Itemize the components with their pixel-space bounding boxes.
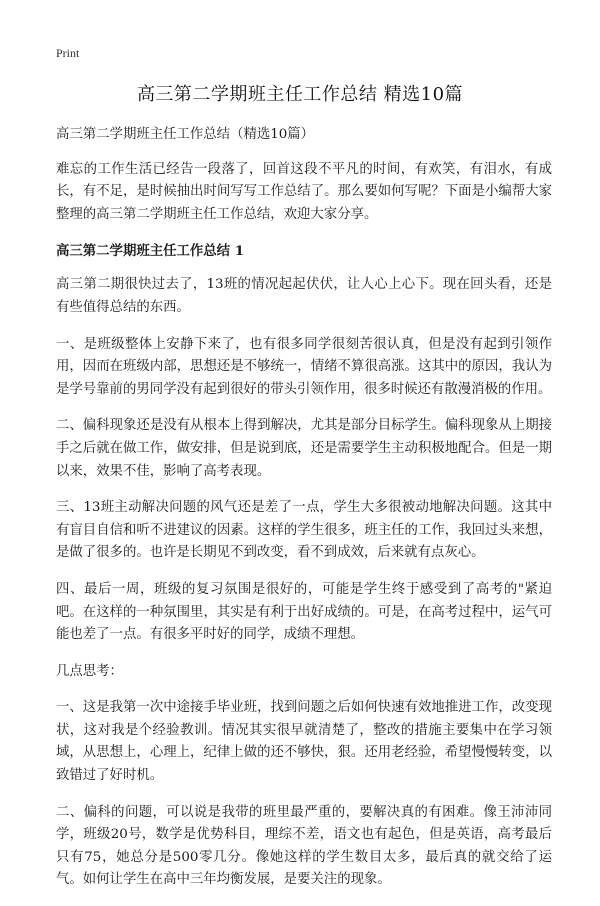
body-paragraph: 二、偏科现象还是没有从根本上得到解决，尤其是部分目标学生。偏科现象从上期接手之后就在做工作，做安排，但是说到底，还是需要学生主动积极地配合。但是一期以来，效果不佳，影响了高考表现。 — [56, 418, 552, 479]
body-paragraph: 几点思考： — [56, 663, 123, 679]
intro-paragraph: 难忘的工作生活已经告一段落了，回首这段不平凡的时间，有欢笑，有泪水，有成长，有不足，是时候抽出时间写写工作总结了。那么要如何写呢？下面是小编帮大家整理的高三第二学期班主任工作总结，欢迎大家分享。 — [56, 161, 552, 222]
article-body — [56, 124, 552, 906]
body-paragraph: 一、这是我第一次中途接手毕业班，找到问题之后如何快速有效地推进工作，改变现状，这对我是个经验教训。情况其实很早就清楚了，整改的措施主要集中在学习领域，从思想上，心理上，纪律上做的还不够快，狠。还用老经验，希望慢慢转变，以致错过了好时机。 — [56, 700, 552, 784]
body-paragraph: 四、最后一周，班级的复习氛围是很好的，可能是学生终于感受到了高考的"紧迫吧。在这样的一种氛围里，其实是有利于出好成绩的。可是，在高考过程中，运气可能也差了一点。有很多平时好的同学，成绩不理想。 — [56, 581, 552, 643]
article-subtitle: 高三第二学期班主任工作总结（精选10篇） — [56, 127, 315, 142]
print-link[interactable]: Print — [56, 46, 80, 60]
body-paragraph: 高三第二期很快过去了，13班的情况起起伏伏，让人心上心下。现在回头看，还是有些值得总结的东西。 — [56, 277, 552, 315]
page-title: 高三第二学期班主任工作总结 精选10篇 — [136, 84, 464, 105]
body-paragraph: 一、是班级整体上安静下来了，也有很多同学很刻苦很认真，但是没有起到引领作用，因而在班级内部，思想还是不够统一，情绪不算很高涨。这其中的原因，我认为是学号靠前的男同学没有起到很好的带头引领作用，很多时候还有散漫消极的作用。 — [56, 336, 552, 397]
body-paragraph: 三、13班主动解决问题的风气还是差了一点，学生大多很被动地解决问题。这其中有盲目自信和听不进建议的因素。这样的学生很多，班主任的工作，我回过头来想，是做了很多的。也许是长期见不到改变，看不到成效，后来就有点灰心。 — [56, 500, 552, 561]
section-heading: 高三第二学期班主任工作总结 1 — [56, 243, 245, 260]
body-paragraph: 二、偏科的问题，可以说是我带的班里最严重的，要解决真的有困难。像王沛沛同学，班级20号，数学是优势科目，理综不差，语文也有起色，但是英语，高考最后只有75，她总分是500零几分。像她这样的学生数目太多，最后真的就交给了运气。如何让学生在高中三年均衡发展，是要关注的现象。 — [56, 804, 552, 888]
